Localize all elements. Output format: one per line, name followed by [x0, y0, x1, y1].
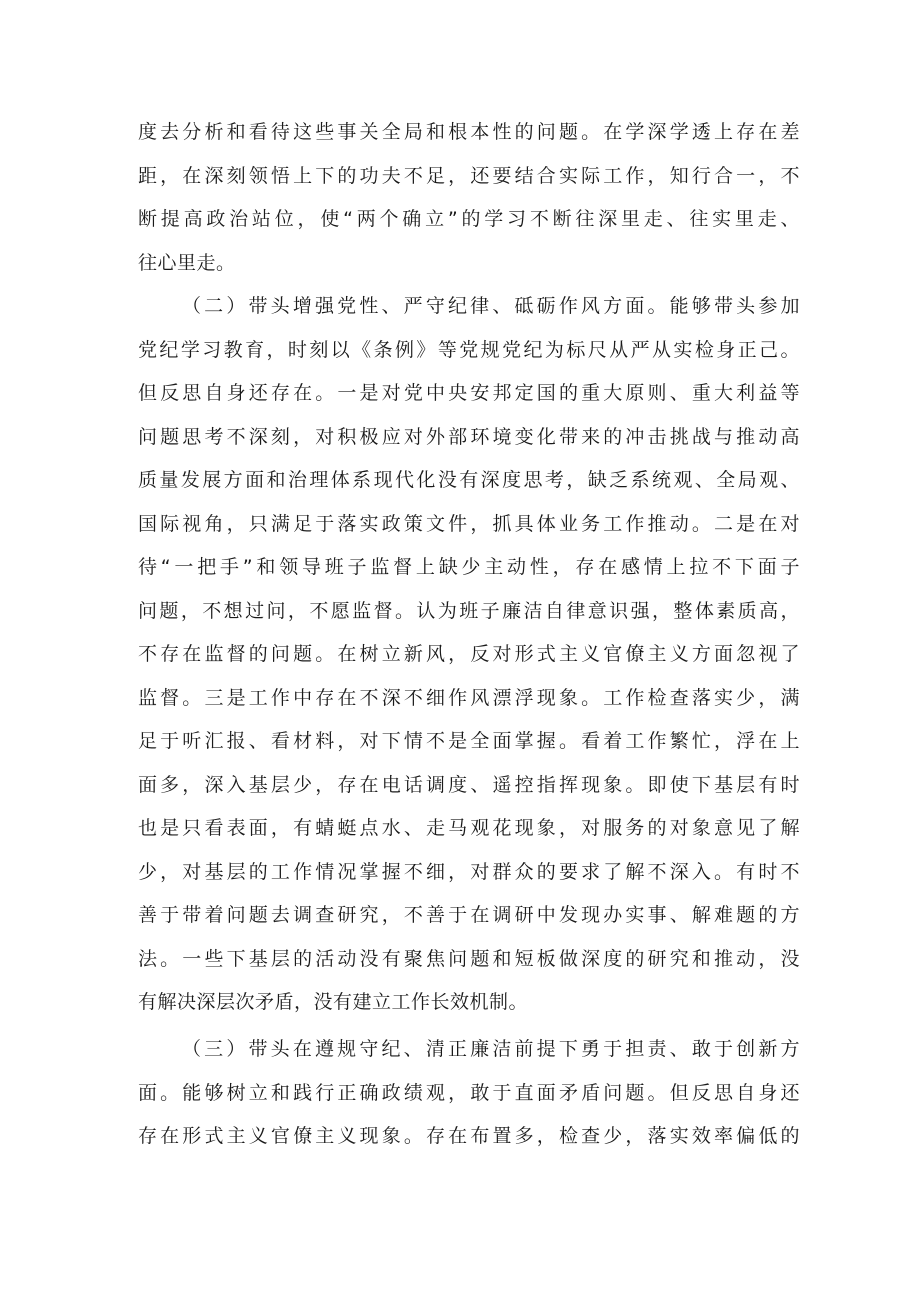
text-line: 问题思考不深刻，对积极应对外部环境变化带来的冲击挑战与推动高 — [138, 426, 800, 448]
text-line: 有解决深层次矛盾，没有建立工作长效机制。 — [138, 991, 529, 1013]
text-line: 监督。三是工作中存在不深不细作风漂浮现象。工作检查落实少，满 — [138, 687, 800, 709]
text-line: 面。能够树立和践行正确政绩观，敢于直面矛盾问题。但反思自身还 — [138, 1082, 800, 1104]
text-line: 少，对基层的工作情况掌握不细，对群众的要求了解不深入。有时不 — [138, 861, 800, 883]
text-line: 待“一把手”和领导班子监督上缺少主动性，存在感情上拉不下面子 — [138, 556, 800, 578]
text-line: 距，在深刻领悟上下的功夫不足，还要结合实际工作，知行合一，不 — [138, 165, 800, 187]
text-line: 国际视角，只满足于落实政策文件，抓具体业务工作推动。二是在对 — [138, 513, 800, 535]
text-line: 面多，深入基层少，存在电话调度、遥控指挥现象。即使下基层有时 — [138, 774, 800, 796]
text-line: 也是只看表面，有蜻蜓点水、走马观花现象，对服务的对象意见了解 — [138, 817, 800, 839]
text-line: 存在形式主义官僚主义现象。存在布置多，检查少，落实效率偏低的 — [138, 1125, 800, 1147]
text-line: 度去分析和看待这些事关全局和根本性的问题。在学深学透上存在差 — [138, 121, 800, 143]
text-line: 质量发展方面和治理体系现代化没有深度思考，缺乏系统观、全局观、 — [138, 469, 800, 491]
text-line: 善于带着问题去调查研究，不善于在调研中发现办实事、解难题的方 — [138, 904, 800, 926]
text-line: 法。一些下基层的活动没有聚焦问题和短板做深度的研究和推动，没 — [138, 948, 800, 970]
text-line: 往心里走。 — [138, 252, 236, 274]
text-line: 足于听汇报、看材料，对下情不是全面掌握。看着工作繁忙，浮在上 — [138, 730, 800, 752]
text-line: 但反思自身还存在。一是对党中央安邦定国的重大原则、重大利益等 — [138, 382, 800, 404]
paragraph-heading-line: （三）带头在遵规守纪、清正廉洁前提下勇于担责、敢于创新方 — [182, 1038, 800, 1060]
paragraph-heading-line: （二）带头增强党性、严守纪律、砥砺作风方面。能够带头参加 — [182, 295, 800, 317]
text-line: 党纪学习教育，时刻以《条例》等党规党纪为标尺从严从实检身正己。 — [138, 339, 800, 361]
text-line: 不存在监督的问题。在树立新风，反对形式主义官僚主义方面忽视了 — [138, 643, 800, 665]
text-line: 问题，不想过问，不愿监督。认为班子廉洁自律意识强，整体素质高， — [138, 600, 800, 622]
text-line: 断提高政治站位，使“两个确立”的学习不断往深里走、往实里走、 — [138, 208, 800, 230]
